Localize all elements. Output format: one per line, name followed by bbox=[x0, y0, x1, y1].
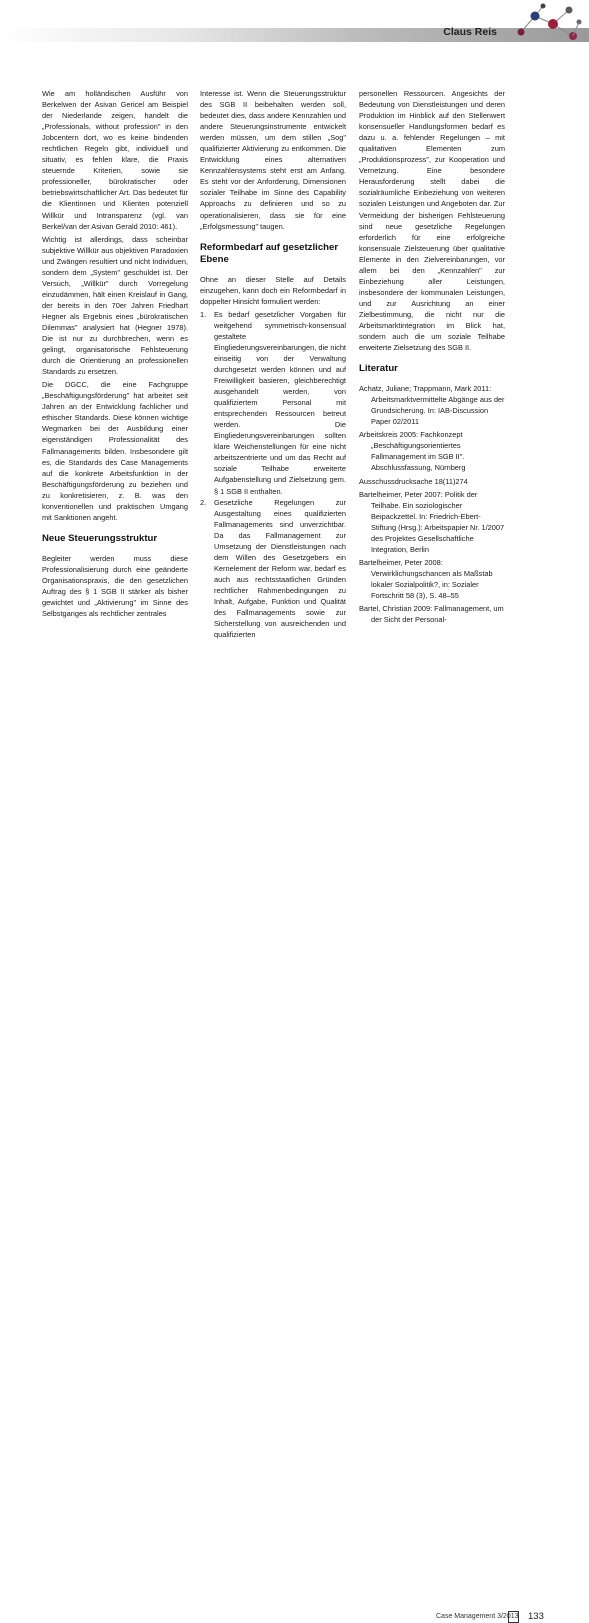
reference-entry: Arbeitskreis 2005: Fachkonzept „Beschäftigungsorientiertes Fallmanagement im SGB II". Abschlussfassung, Nürnberg bbox=[359, 430, 466, 473]
text-column-3 bbox=[359, 88, 505, 627]
paragraph: Wichtig ist allerdings, dass scheinbar subjektive Willkür aus objektiven Paradoxien und Zwängen resultiert und nicht Individuen, sondern dem „System" geschuldet ist. Der Versuch, „Willkür" durch Vorregelung einzudämmen, hält einen Kreislauf in Gang, der bereits in den 70er Jahren Friedhart Hegner als Ergebnis eines „bürokratischen Dilemmas" analysiert hat (Hegner 1978). Die ist nur zu durchbrechen, wenn es gelingt, organisatorische Fehlsteuerung durch die Orientierung an professionellen Standards zu ersetzen. bbox=[42, 234, 188, 377]
paragraph: Ohne an dieser Stelle auf Details einzugehen, kann doch ein Reformbedarf in doppelter Hinsicht formuliert werden: bbox=[200, 274, 346, 306]
text-column-1 bbox=[42, 88, 188, 621]
paragraph: Wie am holländischen Ausführ von Berkelwen der Asivan Gericel am Beispiel der Niederlande zeigen, handelt die „Professionals, without profession" in den Jobcentern dort, wo es keine bindenden rechtlichen Regeln gibt, individuell und situativ, es fehlen klare, die Praxis steuernde Kriterien, sowie sie professioneller, bürokratischer oder betriebswirtschaftlicher Art. Das bedeutet für die Klientinnen und Klienten potenziell Willkür und Intransparenz (vgl. van Berkel/van der Asivan Gerald 2010: 461). bbox=[42, 89, 188, 231]
text-column-2 bbox=[200, 88, 346, 640]
journal-name: Case Management 3/2013 bbox=[436, 1613, 519, 1620]
page-footer bbox=[0, 805, 589, 1622]
paragraph: Begleiter werden muss diese Professionalisierung durch eine geänderte Organisationspraxis, die den gesetzlichen Auftrag des § 1 SGB II stärker als bisher gewichtet und „Aktivierung" im Sinne des Selbstganges als rechtlicher zentrales bbox=[42, 553, 188, 619]
section-heading: Reformbedarf auf gesetzlicher Ebene bbox=[200, 241, 339, 265]
reference-entry: Achatz, Juliane; Trappmann, Mark 2011: Arbeitsmarktvermittelte Abgänge aus der Grundsicherung. In: IAB-Discussion Paper 02/2011 bbox=[359, 384, 505, 427]
author-name: Claus Reis bbox=[443, 26, 497, 38]
page-icon bbox=[508, 1611, 519, 1623]
list-item bbox=[200, 497, 346, 641]
molecule-logo-icon bbox=[513, 2, 583, 46]
paragraph: Interesse ist. Wenn die Steuerungsstruktur des SGB II beibehalten werden soll, bedeutet dies, dass andere Kennzahlen und andere Steuerungsinstrumente entwickelt werden müssen, um dem stillen „Sog" qualifizierter Aktivierung zu entkommen. Die Entwicklung eines alternativen Kennzahlensystems steht erst am Anfang. Es steht vor der Anforderung, Dimensionen sozialer Teilhabe im Sinne des Capability Approachs zu definieren und so zu operationalisieren, dass sie für eine „Erfolgsmessung" taugen. bbox=[200, 89, 346, 231]
list-text: Es bedarf gesetzlicher Vorgaben für weitgehend symmetrisch-konsensual gestaltete Eingliederungsvereinbarungen, die nicht einseitig von der Verwaltung durchgesetzt werden können und auf Freiwilligkeit basieren, gleichberechtigt ausgehandelt werden, von qualifiziertem Personal mit entsprechenden Ressourcen betreut werden. Die Eingliederungsvereinbarungen sollten klare Weichenstellungen für eine nicht arbeitszentrierte und um das Recht auf soziale Teilhabe erweiterte Aufgabenstellung und Zielsetzung gem. § 1 SGB II enthalten. bbox=[214, 309, 346, 496]
page-number: 133 bbox=[528, 1611, 544, 1622]
list-number: 1. bbox=[200, 309, 207, 319]
page-header bbox=[0, 0, 589, 48]
list-item bbox=[200, 309, 346, 497]
list-number: 2. bbox=[200, 497, 207, 507]
paragraph: Die DGCC, die eine Fachgruppe „Beschäftigungsförderung" hat arbeitet seit Jahren an der Entwicklung fachlicher und ethischer Standards. Diese können wichtige Wegmarken bei der Ausbildung einer eigenständigen Professionalität des Fallmanagements bilden. Insbesondere gilt es, die Standards des Case Managements auf die konkrete Arbeitsfunktion in der Beschäftigungsförderung zu beziehen und zu konkretisieren, z. B. was den konventionellen und praktischen Umgang mit Sanktionen angeht. bbox=[42, 380, 188, 522]
paragraph: personellen Ressourcen. Angesichts der Bedeutung von Dienstleistungen und deren Produktion im Hinblick auf den Stellenwert konsensueller Handlungsformen bedarf es dazu u. a. fehlender Regelungen – mit qualitativen Elementen zum „Produktionsprozess", zur Kooperation und Vernetzung. Eine besondere Herausforderung stellt dabei die sozialräumliche Einbeziehung von weiteren sozialen Leistungen und Angeboten dar. Zur Vermeidung der bisherigen Fehlsteuerung sind neue gesetzliche Regelungen erforderlich für eine erfolgreiche konsensuale Zielsteuerung über qualitative Elemente in den Zielvereinbarungen, vor allem bei den „Kennzahlen" zur Einbeziehung aller Leistungen, insbesondere der kommunalen Leistungen, und zur Ausrichtung an einer Zielbestimmung, die nicht nur die Arbeitsmarktintegration im Blick hat, sondern auch die um soziale Teilhabe erweiterte Zielsetzung des SGB II. bbox=[359, 89, 505, 353]
reference-entry: Bartelheimer, Peter 2007: Politik der Teilhabe. Ein soziologischer Beipackzettel. In: Friedrich-Ebert-Stiftung (Hrsg.): Arbeitspapier Nr. 1/2007 des Projektes Gesellschaftliche Integration, Berlin bbox=[359, 489, 505, 554]
reference-entry: Bartelheimer, Peter 2008: Verwirklichungschancen als Maßstab lokaler Sozialpolitik?, in: Sozialer Fortschritt 58 (3), S. 48–55 bbox=[359, 557, 493, 600]
list-text: Gesetzliche Regelungen zur Ausgestaltung eines qualifizierten Fallmanagements sind unverzichtbar. Da das Fallmanagement zur Umsetzung der Dienstleistungen nach dem Willen des Gesetzgebers ein Kernelement der Reform war, bedarf es auch aus rechtsstaatlichen Gründen rechtlicher Rahmenbedingungen zu Inhalt, Aufgabe, Funktion und Qualität des Fallmanagements sowie zur Sicherstellung von ausreichenden und qualifizierten bbox=[214, 497, 346, 640]
section-heading: Literatur bbox=[359, 363, 398, 375]
header-gradient-bar bbox=[0, 28, 589, 42]
reference-entry: Bartel, Christian 2009: Fallmanagement, um der Sicht der Personal- bbox=[359, 604, 504, 625]
reference-entry: Ausschussdrucksache 18(11)274 bbox=[359, 476, 468, 486]
section-heading: Neue Steuerungsstruktur bbox=[42, 532, 158, 544]
